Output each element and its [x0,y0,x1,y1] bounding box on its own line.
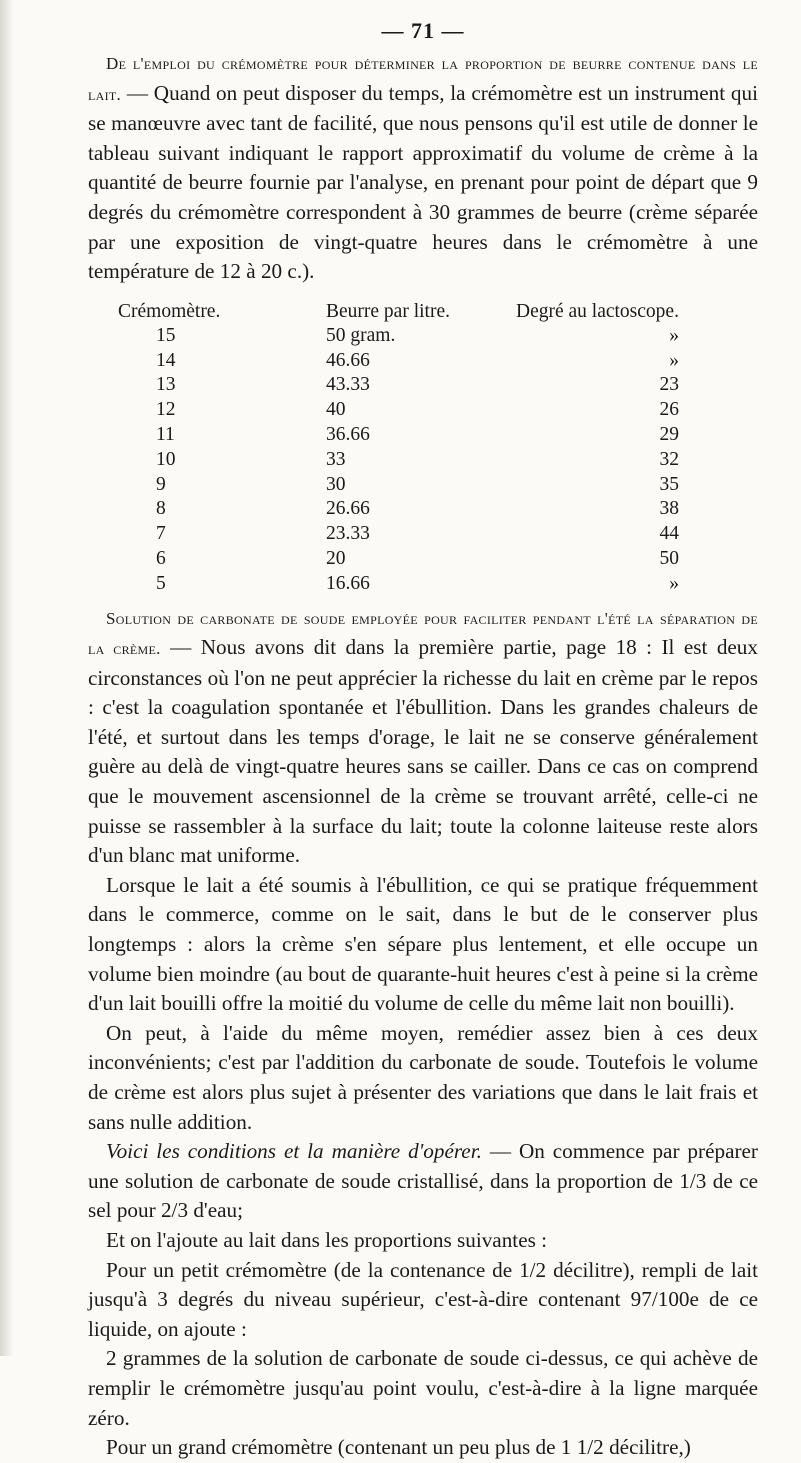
table-cell: 12 [156,399,176,421]
italic-phrase: Voici les conditions et la manière d'opérer. [106,1139,482,1164]
paragraph: Lorsque le lait a été soumis à l'ébullition, ce qui se pratique fréquemment dans le commerce, comme on le sait, dans le but de le conserver plus longtemps : alors la crème s'en sépare plus lentement, et elle occupe un volume bien moindre (au bout de quarante-huit heures c'est à peine si la crème d'un lait bouilli offre la moitié du volume de celle du même lait non bouilli). [88,872,758,1016]
table-cell: 38 [659,498,679,520]
column-header: Beurre par litre. [326,300,450,322]
butter-ratio-table [118,301,685,597]
table-cell: 26.66 [326,498,370,520]
table-cell: 30 [326,473,346,495]
paragraph: Et on l'ajoute au lait dans les proportions suivantes : [106,1227,548,1252]
table-cell: 16.66 [326,572,370,594]
book-page [88,18,758,1463]
table-cell: 26 [659,399,679,421]
table-cell: 11 [156,423,175,445]
table-cell: 13 [156,374,176,396]
paragraph: Pour un petit crémomètre (de la contenance de 1/2 décilitre), rempli de lait jusqu'à 3 degrés du niveau supérieur, c'est-à-dire contenant 97/100e de ce liquide, on ajoute : [88,1257,758,1341]
table-cell: 20 [326,547,346,569]
table-cell: 43.33 [326,374,370,396]
table-cell: 46.66 [326,349,370,371]
table-row [118,497,685,522]
table-cell: 8 [156,498,166,520]
table-cell: 32 [659,448,679,470]
table-cell: 7 [156,523,166,545]
section-heading-carbonate: Solution de carbonate de soude employée pour faciliter pendant l'été la séparation de la crème. [88,608,758,659]
section-body-text: — Nous avons dit dans la première partie, page 18 : Il est deux circonstances où l'on ne peut apprécier la richesse du lait en crème par le repos : c'est la coagulation spontanée et l'ébullition. Dans les grandes chaleurs de l'été, et surtout dans les temps d'orage, le lait ne se conserve généralement guère au delà de vingt-quatre heures sans se cailler. Dans ce cas on comprend que le mouvement ascensionnel de la crème se trouvant arrêté, celle-ci ne puisse se rassembler à la surface du lait; toute la colonne laiteuse reste alors d'un blanc mat uniforme. [88,635,758,868]
table-cell: 10 [156,448,176,470]
paragraph: Pour un grand crémomètre (contenant un peu plus de 1 1/2 décilitre,) [106,1435,691,1460]
paragraph-text: — On commence par préparer une solution de carbonate de soude cristallisé, dans la proportion de 1/3 de ce sel pour 2/3 d'eau; [88,1139,758,1223]
table-cell: 23.33 [326,523,370,545]
table-cell: 36.66 [326,423,370,445]
table-row [118,423,685,448]
table-cell: 29 [659,423,679,445]
table-row [118,547,685,572]
table-row [118,448,685,473]
table-cell: 15 [156,324,176,346]
section-soude-paragraph [88,603,758,871]
column-header: Degré au lactoscope. [516,300,679,322]
paragraph: 2 grammes de la solution de carbonate de soude ci-dessus, ce qui achève de remplir le crémomètre jusqu'au point voulu, c'est-à-dire à la ligne marquée zéro. [88,1346,758,1430]
table-cell: » [669,349,679,371]
table-cell: 9 [156,473,166,495]
table-cell: 40 [326,399,346,421]
paragraph: On peut, à l'aide du même moyen, remédier assez bien à ces deux inconvénients; c'est par l'addition du carbonate de soude. Toutefois le volume de crème est alors plus sujet à présenter des variations que dans le lait frais et sans nulle addition. [88,1020,758,1134]
table-cell: » [669,324,679,346]
table-cell: » [669,572,679,594]
table-row [118,522,685,547]
table-row [118,373,685,398]
table-cell: 50 [659,547,679,569]
table-cell: 44 [659,523,679,545]
table-cell: 14 [156,349,176,371]
section-body-text: — Quand on peut disposer du temps, la crémomètre est un instrument qui se manœuvre avec tant de facilité, que nous pensons qu'il est utile de donner le tableau suivant indiquant le rapport approximatif du volume de crème à la quantité de beurre fournie par l'analyse, en prenant pour point de départ que 9 degrés du crémomètre correspondent à 30 grammes de beurre (crème séparée par une exposition de vingt-quatre heures dans le crémomètre à une température de 12 à 20 c.). [88,80,758,284]
table-cell: 23 [659,374,679,396]
table-cell: 50 gram. [326,324,396,346]
table-row [118,324,685,349]
table-cell: 33 [326,448,346,470]
page-number: — 71 — [381,18,465,43]
table-row [118,398,685,423]
paragraph [88,1137,758,1226]
section-crémomètre-paragraph [88,48,758,287]
section-heading-cremometre: De l'emploi du crémomètre pour déterminer la proportion de beurre contenue dans le lait. [88,54,758,104]
table-header-row [118,301,685,324]
table-cell: 6 [156,547,166,569]
table-row [118,572,685,597]
table-cell: 35 [659,473,679,495]
table-row [118,349,685,374]
column-header: Crémomètre. [118,300,221,322]
table-row [118,473,685,498]
table-body [118,324,685,597]
page-gutter-shadow [0,0,14,1356]
table-cell: 5 [156,572,166,594]
